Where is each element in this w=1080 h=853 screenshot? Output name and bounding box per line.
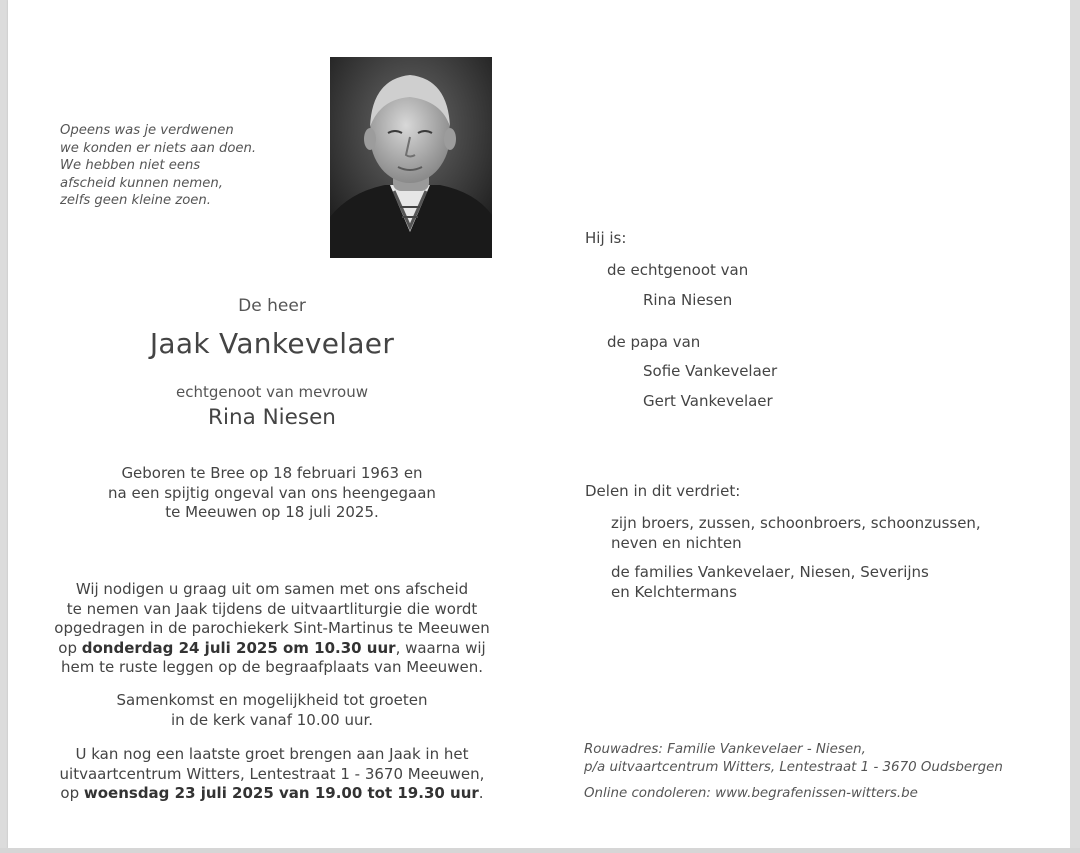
mourning-address xyxy=(584,741,1003,776)
poem-line: Opeens was je verdwenen xyxy=(60,123,234,138)
address-line: p/a uitvaartcentrum Witters, Lentestraat 1 - 3670 Oudsbergen xyxy=(584,759,1003,775)
gathering-line: Samenkomst en mogelijkheid tot groeten xyxy=(116,691,428,709)
child-name: Sofie Vankevelaer xyxy=(643,362,778,380)
sharing-intro: Delen in dit verdriet: xyxy=(585,482,741,500)
poem-line: afscheid kunnen nemen, xyxy=(60,175,223,191)
invitation-line: Wij nodigen u graag uit om samen met ons afscheid xyxy=(75,580,469,598)
sharing-group-line: zijn broers, zussen, schoonbroers, schoonzussen, xyxy=(611,514,981,532)
poem-line: we konden er niets aan doen. xyxy=(60,140,257,156)
viewing-datetime: woensdag 23 juli 2025 van 19.00 tot 19.30 uur xyxy=(83,784,479,803)
birth-death-text xyxy=(42,464,502,523)
bottom-edge xyxy=(0,848,1080,853)
online-condolences: Online condoleren: www.begrafenissen-witters.be xyxy=(584,786,918,801)
invitation-suffix: , waarna wij xyxy=(395,638,486,657)
family-intro: Hij is: xyxy=(585,229,627,247)
invitation-text xyxy=(42,580,502,678)
right-edge xyxy=(1070,0,1080,853)
farewell-text xyxy=(42,745,502,804)
portrait-photo xyxy=(330,57,492,258)
farewell-line xyxy=(42,784,502,804)
poem-line: We hebben niet eens xyxy=(60,158,201,174)
farewell-line: uitvaartcentrum Witters, Lentestraat 1 - 3670 Meeuwen, xyxy=(59,764,485,783)
invitation-line: opgedragen in de parochiekerk Sint-Martinus te Meeuwen xyxy=(54,619,490,638)
invitation-line: hem te ruste leggen op de begraafplaats van Meeuwen. xyxy=(61,658,483,677)
invitation-line: te nemen van Jaak tijdens de uitvaartliturgie die wordt xyxy=(66,599,478,618)
invitation-line xyxy=(42,639,502,659)
gathering-line: in de kerk vanaf 10.00 uur. xyxy=(170,710,374,729)
children-label: de papa van xyxy=(607,333,701,351)
farewell-line: U kan nog een laatste groet brengen aan Jaak in het xyxy=(75,745,469,763)
spouse-intro: echtgenoot van mevrouw xyxy=(176,383,368,401)
farewell-prefix: op xyxy=(60,784,84,803)
spouse-name: Rina Niesen xyxy=(208,405,336,430)
farewell-suffix: . xyxy=(478,784,484,803)
sharing-group-line: en Kelchtermans xyxy=(611,583,737,601)
family-spouse-name: Rina Niesen xyxy=(643,291,733,309)
left-edge xyxy=(0,0,8,853)
salutation: De heer xyxy=(238,296,306,316)
poem-line: zelfs geen kleine zoen. xyxy=(60,193,211,209)
funeral-datetime: donderdag 24 juli 2025 om 10.30 uur xyxy=(81,638,396,657)
address-line: Rouwadres: Familie Vankevelaer - Niesen, xyxy=(584,742,866,757)
child-name: Gert Vankevelaer xyxy=(643,392,773,410)
birth-death-line: Geboren te Bree op 18 februari 1963 en xyxy=(121,464,423,482)
deceased-name: Jaak Vankevelaer xyxy=(149,327,395,360)
sharing-group-line: de families Vankevelaer, Niesen, Severijns xyxy=(611,563,929,581)
gathering-text xyxy=(42,691,502,730)
spouse-label: de echtgenoot van xyxy=(607,261,749,279)
invitation-prefix: op xyxy=(58,638,82,657)
birth-death-line: na een spijtig ongeval van ons heengegaan xyxy=(108,483,436,502)
sharing-group-line: neven en nichten xyxy=(611,534,742,552)
memorial-poem xyxy=(60,122,300,210)
birth-death-line: te Meeuwen op 18 juli 2025. xyxy=(165,503,379,522)
